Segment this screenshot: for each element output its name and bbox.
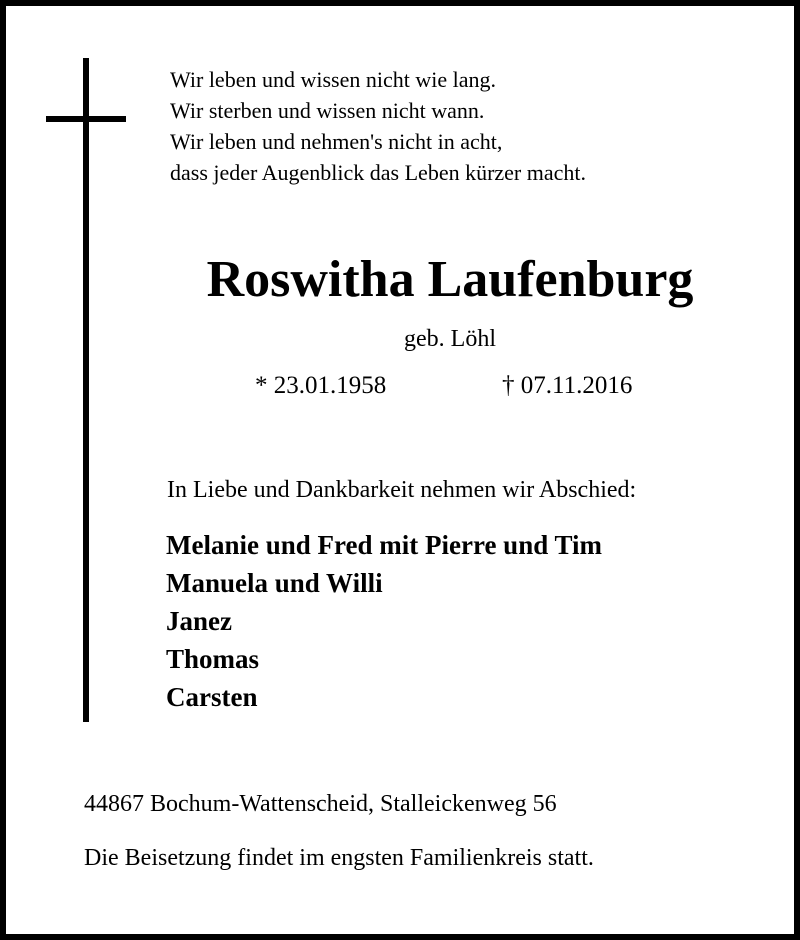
poem-line: dass jeder Augenblick das Leben kürzer macht. [170, 160, 587, 185]
mourners-list [166, 526, 602, 716]
poem [170, 64, 586, 188]
death-date: † 07.11.2016 [502, 372, 633, 399]
mourner-name: Janez [166, 606, 232, 636]
funeral-note: Die Beisetzung findet im engsten Familienkreis statt. [84, 845, 594, 871]
mourner-name: Thomas [166, 644, 260, 674]
poem-line: Wir leben und wissen nicht wie lang. [170, 67, 496, 92]
birth-date: * 23.01.1958 [255, 372, 387, 399]
deceased-name: Roswitha Laufenburg [206, 251, 694, 308]
mourner-name: Melanie und Fred mit Pierre und Tim [166, 530, 603, 560]
cross-horizontal-bar [46, 116, 126, 122]
mourner-name: Carsten [166, 682, 258, 712]
farewell-text: In Liebe und Dankbarkeit nehmen wir Abschied: [167, 477, 637, 503]
mourner-name: Manuela und Willi [166, 568, 383, 598]
poem-line: Wir leben und nehmen's nicht in acht, [170, 129, 503, 154]
poem-line: Wir sterben und wissen nicht wann. [170, 98, 485, 123]
address: 44867 Bochum-Wattenscheid, Stalleickenweg 56 [84, 791, 557, 817]
birth-name: geb. Löhl [404, 326, 496, 352]
cross-vertical-bar [83, 58, 89, 722]
